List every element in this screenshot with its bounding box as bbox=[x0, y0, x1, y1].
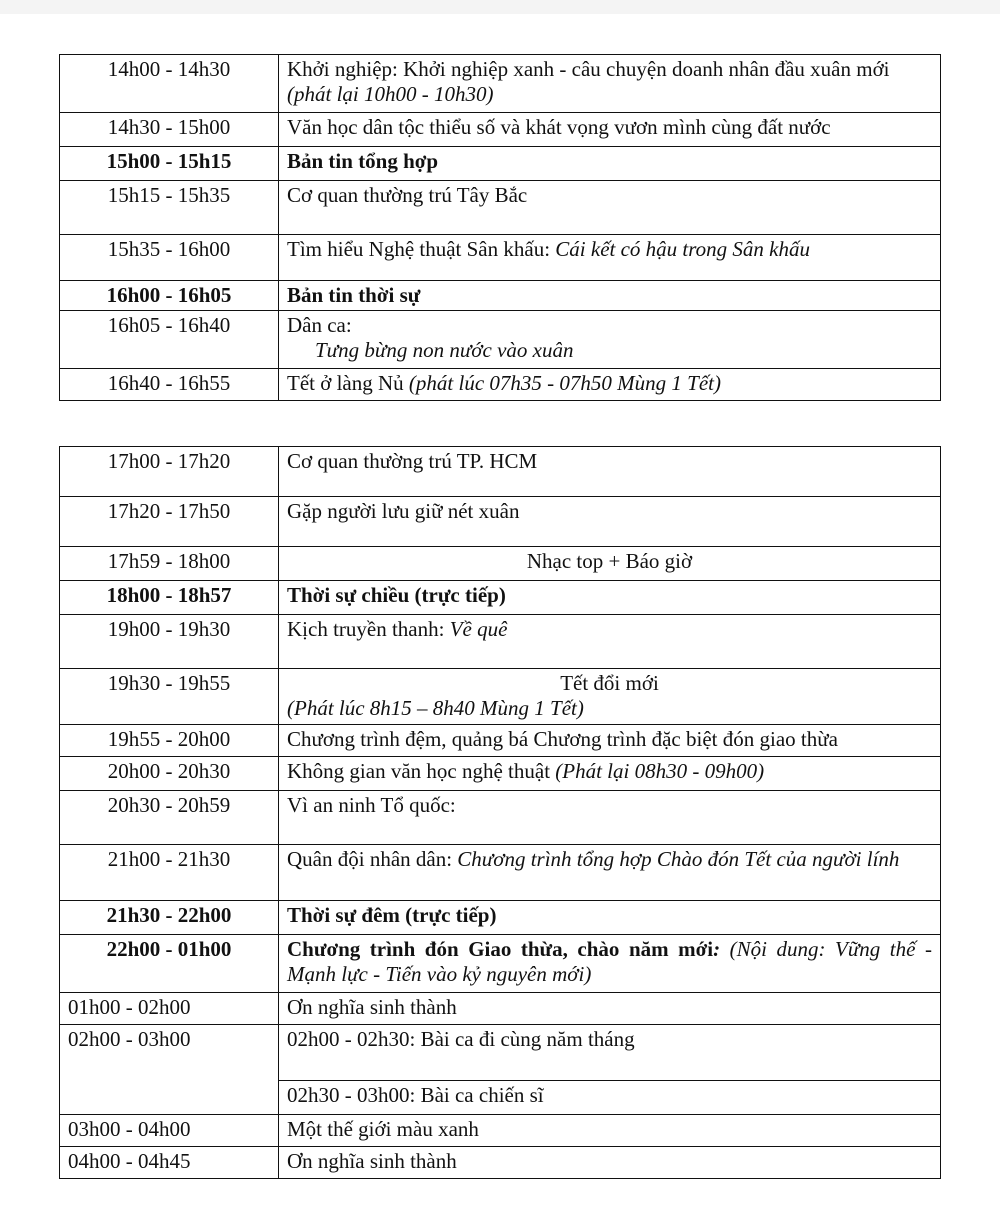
program-cell bbox=[279, 235, 941, 281]
program-cell: Bản tin thời sự bbox=[279, 281, 941, 311]
time-cell: 16h05 - 16h40 bbox=[60, 311, 279, 369]
program-cell: Gặp người lưu giữ nét xuân bbox=[279, 497, 941, 547]
program-cell bbox=[279, 615, 941, 669]
program-italic: (Phát lại 08h30 - 09h00) bbox=[555, 759, 765, 783]
program-cell bbox=[279, 55, 941, 113]
time-cell: 04h00 - 04h45 bbox=[60, 1147, 279, 1179]
program-cell: Thời sự đêm (trực tiếp) bbox=[279, 901, 941, 935]
program-cell: Vì an ninh Tổ quốc: bbox=[279, 791, 941, 845]
time-cell: 02h00 - 03h00 bbox=[60, 1025, 279, 1115]
table-row bbox=[60, 791, 941, 845]
table-row bbox=[60, 935, 941, 993]
time-cell: 15h00 - 15h15 bbox=[60, 147, 279, 181]
program-cell bbox=[279, 757, 941, 791]
schedule-table-afternoon bbox=[59, 54, 941, 401]
table-row bbox=[60, 845, 941, 901]
program-cell: Ơn nghĩa sinh thành bbox=[279, 993, 941, 1025]
time-cell: 16h40 - 16h55 bbox=[60, 369, 279, 401]
table-row bbox=[60, 181, 941, 235]
program-cell bbox=[279, 845, 941, 901]
program-note: (phát lại 10h00 - 10h30) bbox=[287, 82, 494, 106]
time-cell: 01h00 - 02h00 bbox=[60, 993, 279, 1025]
program-cell: 02h00 - 02h30: Bài ca đi cùng năm tháng bbox=[279, 1025, 941, 1081]
program-cell: Ơn nghĩa sinh thành bbox=[279, 1147, 941, 1179]
table-row bbox=[60, 235, 941, 281]
table-row bbox=[60, 901, 941, 935]
program-cell: 02h30 - 03h00: Bài ca chiến sĩ bbox=[279, 1081, 941, 1115]
program-title: Dân ca: bbox=[287, 313, 352, 337]
program-title: Tìm hiểu Nghệ thuật Sân khấu: bbox=[287, 237, 556, 261]
time-cell: 22h00 - 01h00 bbox=[60, 935, 279, 993]
program-title: Kịch truyền thanh: bbox=[287, 617, 450, 641]
time-cell: 17h00 - 17h20 bbox=[60, 447, 279, 497]
table-row bbox=[60, 311, 941, 369]
program-cell bbox=[279, 935, 941, 993]
table-row bbox=[60, 55, 941, 113]
table-row bbox=[60, 581, 941, 615]
table-row bbox=[60, 113, 941, 147]
program-title: Không gian văn học nghệ thuật bbox=[287, 759, 556, 783]
program-title: Chương trình đón Giao thừa, chào năm mới bbox=[287, 937, 714, 961]
table-row bbox=[60, 147, 941, 181]
program-cell: Chương trình đệm, quảng bá Chương trình đặc biệt đón giao thừa bbox=[279, 725, 941, 757]
table-row bbox=[60, 757, 941, 791]
program-cell bbox=[279, 311, 941, 369]
program-title: Tết đổi mới bbox=[560, 671, 659, 695]
program-cell: Bản tin tổng hợp bbox=[279, 147, 941, 181]
program-cell: Văn học dân tộc thiểu số và khát vọng vươn mình cùng đất nước bbox=[279, 113, 941, 147]
program-cell: Thời sự chiều (trực tiếp) bbox=[279, 581, 941, 615]
program-italic: Cái kết có hậu trong Sân khấu bbox=[555, 237, 810, 261]
table-row bbox=[60, 369, 941, 401]
table-row bbox=[60, 281, 941, 311]
program-italic: Về quê bbox=[449, 617, 508, 641]
time-cell: 17h59 - 18h00 bbox=[60, 547, 279, 581]
table-row bbox=[60, 1147, 941, 1179]
program-title: Tết ở làng Nủ bbox=[287, 371, 409, 395]
time-cell: 19h30 - 19h55 bbox=[60, 669, 279, 725]
page-top-band bbox=[0, 0, 1000, 14]
table-row bbox=[60, 669, 941, 725]
program-cell: Một thế giới màu xanh bbox=[279, 1115, 941, 1147]
time-cell: 16h00 - 16h05 bbox=[60, 281, 279, 311]
table-row bbox=[60, 447, 941, 497]
program-italic: (phát lúc 07h35 - 07h50 Mùng 1 Tết) bbox=[408, 371, 721, 395]
time-cell: 20h30 - 20h59 bbox=[60, 791, 279, 845]
program-title: Quân đội nhân dân: bbox=[287, 847, 458, 871]
program-colon: : bbox=[713, 937, 721, 961]
time-cell: 14h00 - 14h30 bbox=[60, 55, 279, 113]
program-cell: Cơ quan thường trú Tây Bắc bbox=[279, 181, 941, 235]
program-cell: Cơ quan thường trú TP. HCM bbox=[279, 447, 941, 497]
table-row bbox=[60, 1115, 941, 1147]
table-row bbox=[60, 993, 941, 1025]
program-italic: (Nội dung: Vững thế - Mạnh lực - Tiến vào kỷ nguyên mới) bbox=[287, 937, 932, 986]
time-cell: 19h00 - 19h30 bbox=[60, 615, 279, 669]
time-cell: 14h30 - 15h00 bbox=[60, 113, 279, 147]
program-cell: Nhạc top + Báo giờ bbox=[279, 547, 941, 581]
time-cell: 20h00 - 20h30 bbox=[60, 757, 279, 791]
program-cell bbox=[279, 369, 941, 401]
time-cell: 21h30 - 22h00 bbox=[60, 901, 279, 935]
time-cell: 19h55 - 20h00 bbox=[60, 725, 279, 757]
time-cell: 15h15 - 15h35 bbox=[60, 181, 279, 235]
program-italic: Chương trình tổng hợp Chào đón Tết của người lính bbox=[457, 847, 900, 871]
time-cell: 21h00 - 21h30 bbox=[60, 845, 279, 901]
time-cell: 18h00 - 18h57 bbox=[60, 581, 279, 615]
program-title: Khởi nghiệp: Khởi nghiệp xanh - câu chuyện doanh nhân đầu xuân mới bbox=[287, 57, 890, 81]
table-row bbox=[60, 725, 941, 757]
program-italic: Tưng bừng non nước vào xuân bbox=[315, 338, 574, 362]
table-row bbox=[60, 497, 941, 547]
program-cell bbox=[279, 669, 941, 725]
time-cell: 17h20 - 17h50 bbox=[60, 497, 279, 547]
table-row bbox=[60, 1025, 941, 1081]
time-cell: 03h00 - 04h00 bbox=[60, 1115, 279, 1147]
table-row bbox=[60, 547, 941, 581]
program-italic: (Phát lúc 8h15 – 8h40 Mùng 1 Tết) bbox=[287, 696, 584, 720]
time-cell: 15h35 - 16h00 bbox=[60, 235, 279, 281]
schedule-table-evening bbox=[59, 446, 941, 1179]
table-row bbox=[60, 615, 941, 669]
